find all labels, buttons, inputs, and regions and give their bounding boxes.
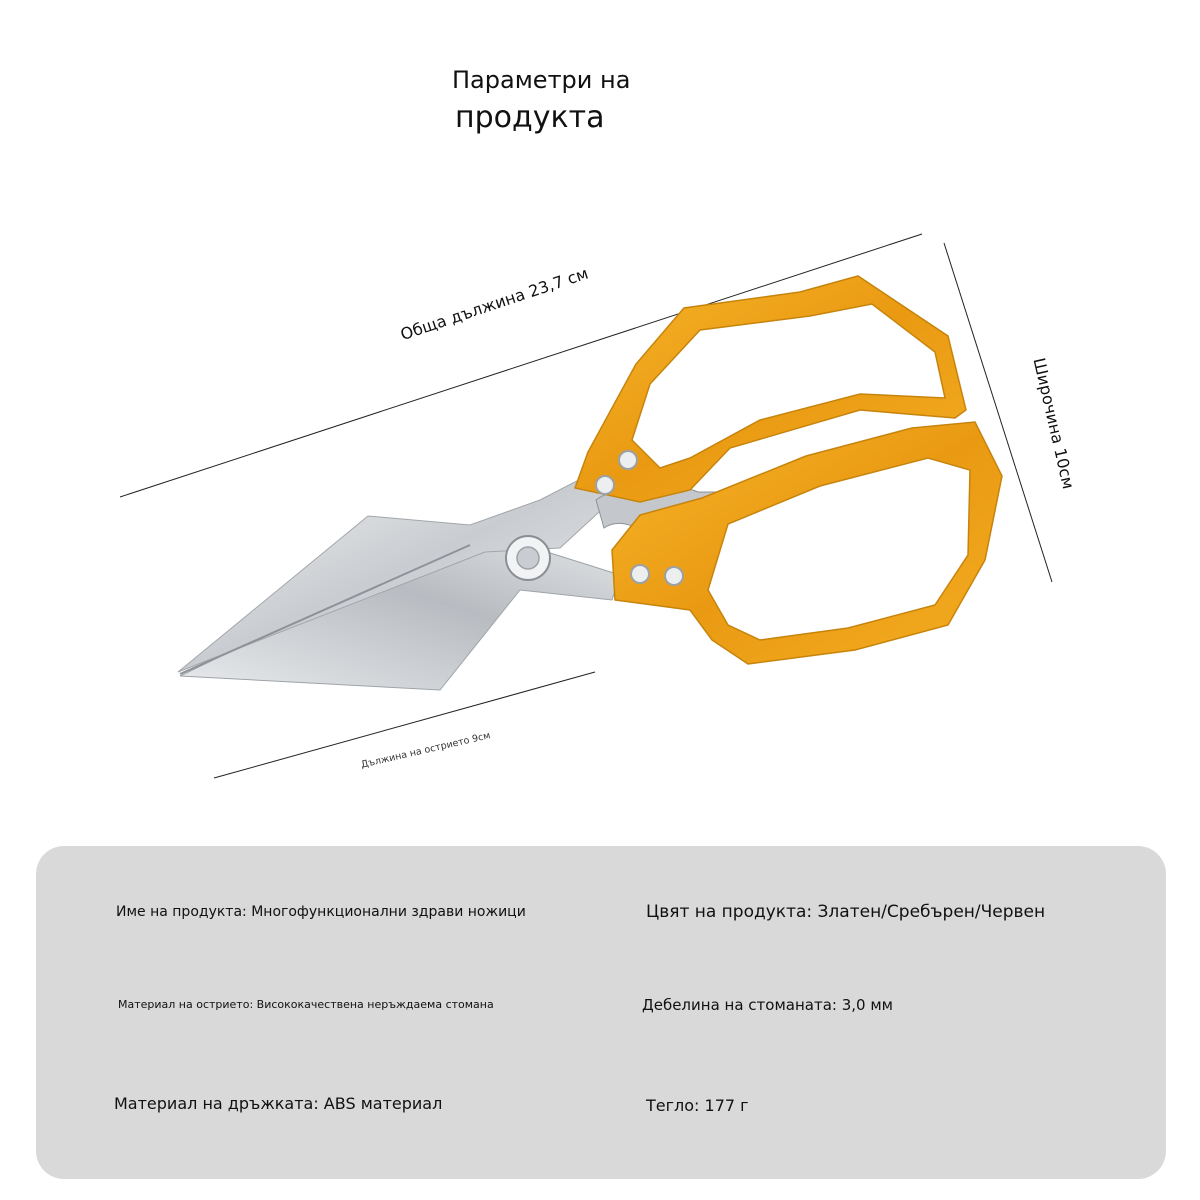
scissors-icon bbox=[178, 276, 1002, 690]
spec-product-name: Име на продукта: Многофункционални здрави ножици bbox=[116, 904, 526, 920]
spec-steel-thickness: Дебелина на стоманата: 3,0 мм bbox=[642, 996, 893, 1014]
title-line-2: продукта bbox=[455, 100, 605, 135]
rivet bbox=[596, 476, 614, 494]
spec-blade-material: Материал на острието: Висококачествена неръждаема стомана bbox=[118, 998, 494, 1011]
spec-product-color: Цвят на продукта: Златен/Сребърен/Червен bbox=[646, 902, 1046, 922]
blade-length-label: Дължина на острието 9см bbox=[360, 730, 492, 771]
width-label: Широчина 10см bbox=[1029, 356, 1079, 491]
rivet bbox=[665, 567, 683, 585]
specs-panel bbox=[36, 846, 1166, 1179]
title-line-1: Параметри на bbox=[452, 66, 631, 94]
lower-handle bbox=[612, 422, 1002, 664]
spec-handle-material: Материал на дръжката: ABS материал bbox=[114, 1094, 443, 1113]
total-length-label: Обща дължина 23,7 см bbox=[398, 263, 591, 345]
rivet bbox=[619, 451, 637, 469]
rivet bbox=[631, 565, 649, 583]
spec-weight: Тегло: 177 г bbox=[646, 1096, 749, 1115]
